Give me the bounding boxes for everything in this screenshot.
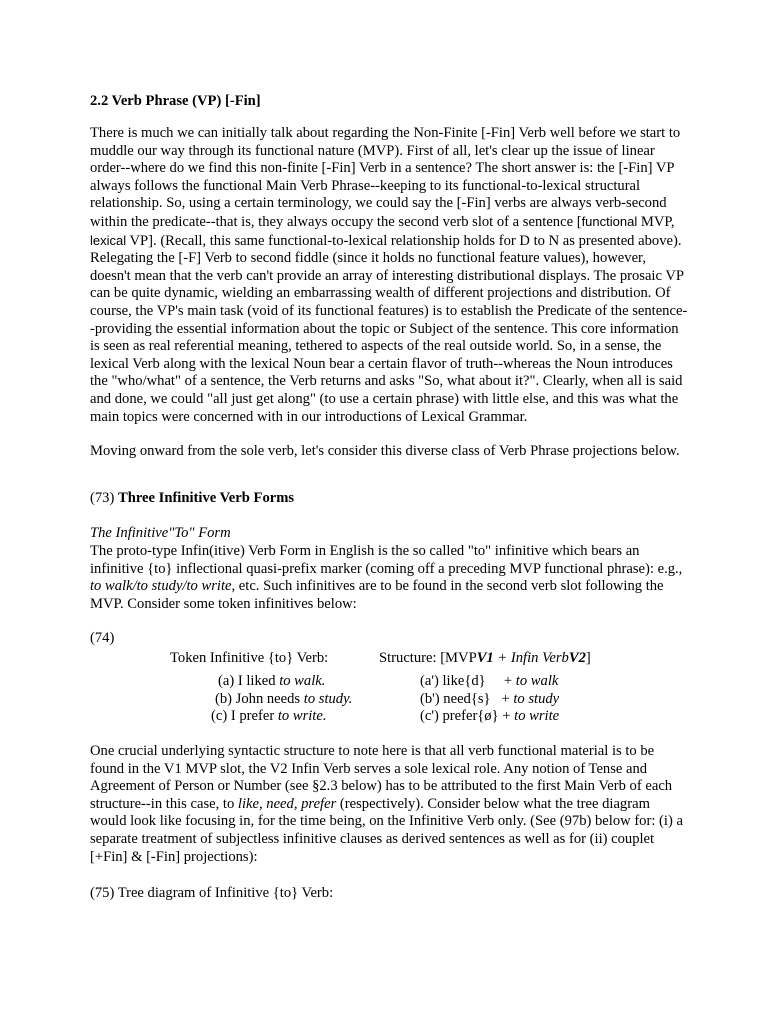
paragraph-1: There is much we can initially talk about regarding the Non-Finite [-Fin] Verb well before we start to muddle our way through its functional nature (MVP). First of all, let's clear up the issue of linear order--where do we find this non-finite [-Fin] Verb in a sentence? The short answer is: the [-Fin] VP always follows the functional Main Verb Phrase--keeping to its functional-to-lexical structural relationship. So, using a certain terminology, we could say the [-Fin] verbs are always verb-second within the predicate--that is, they always occupy the second verb slot of a sentence [functional MVP, lexical VP]. (Recall, this same functional-to-lexical relationship holds for D to N as presented above). Relegating the [-F] Verb to second fiddle (since it holds no functional feature values), however, doesn't mean that the verb can't provide an array of interesting distributional displays. The prosaic VP can be quite dynamic, wielding an embarrassing wealth of different projections and distribution. Of course, the VP's main task (void of its functional features) is to establish the Predicate of the sentence--providing the essential information about the topic or Subject of the sentence. This core information is seen as real referential meaning, tethered to aspects of the real outside world. So, in a sense, the lexical Verb along with the lexical Noun bear a certain flavor of truth--whereas the Noun introduces the "who/what" of a sentence, the Verb returns and asks "So, what about it?". Clearly, when all is said and done, we could "all just get along" (to use a certain phrase) with little else, and this was what the main topics were concerned with in our introductions of Lexical Grammar.	[90, 125, 688, 425]
example-74-row-c-left: (c) I prefer to write.	[211, 708, 327, 724]
subheading-to-form: The Infinitive"To" Form	[90, 525, 231, 541]
example-74-row-c-right: (c') prefer{ø} + to write	[420, 708, 560, 724]
example-74-right-header: Structure: [MVPV1 + Infin VerbV2]	[379, 650, 591, 666]
example-73-title	[90, 490, 690, 508]
example-73-heading: Three Infinitive Verb Forms	[117, 490, 295, 506]
example-74-row-b-right: (b') need{s} + to study	[420, 691, 560, 707]
example-74-row-b-left: (b) John needs to study.	[215, 691, 353, 707]
example-74-row-a-left: (a) I liked to walk.	[218, 673, 326, 689]
example-74-row-a-right: (a') like{d} + to walk	[420, 673, 559, 689]
example-74-number: (74)	[90, 630, 115, 646]
example-73-number: (73)	[90, 490, 115, 506]
paragraph-4: One crucial underlying syntactic structure to note here is that all verb functional material is to be found in the V1 MVP slot, the V2 Infin Verb serves a sole lexical role. Any notion of Tense and Agreement of Person or Number (see §2.3 below) has to be attributed to the first Main Verb of each structure--in this case, to like, need, prefer (respectively). Consider below what the tree diagram would look like focusing in, for the time being, on the Infinitive Verb only. (See (97b) below for: (i) a separate treatment of subjectless infinitive clauses as derived sentences as well as for (ii) couplet [+Fin] & [-Fin] projections):	[90, 743, 683, 865]
section-heading: 2.2 Verb Phrase (VP) [-Fin]	[90, 93, 261, 109]
example-74-left-header: Token Infinitive {to} Verb:	[170, 650, 329, 666]
paragraph-2: Moving onward from the sole verb, let's consider this diverse class of Verb Phrase projections below.	[90, 443, 680, 459]
example-75-title: (75) Tree diagram of Infinitive {to} Verb:	[90, 885, 334, 901]
paragraph-3: The proto-type Infin(itive) Verb Form in English is the so called "to" infinitive which bears an infinitive {to} inflectional quasi-prefix marker (coming off a preceding MVP functional phrase): e.g., to walk/to study/to write, etc. Such infinitives are to be found in the second verb slot following the MVP. Consider some token infinitives below:	[90, 543, 683, 612]
